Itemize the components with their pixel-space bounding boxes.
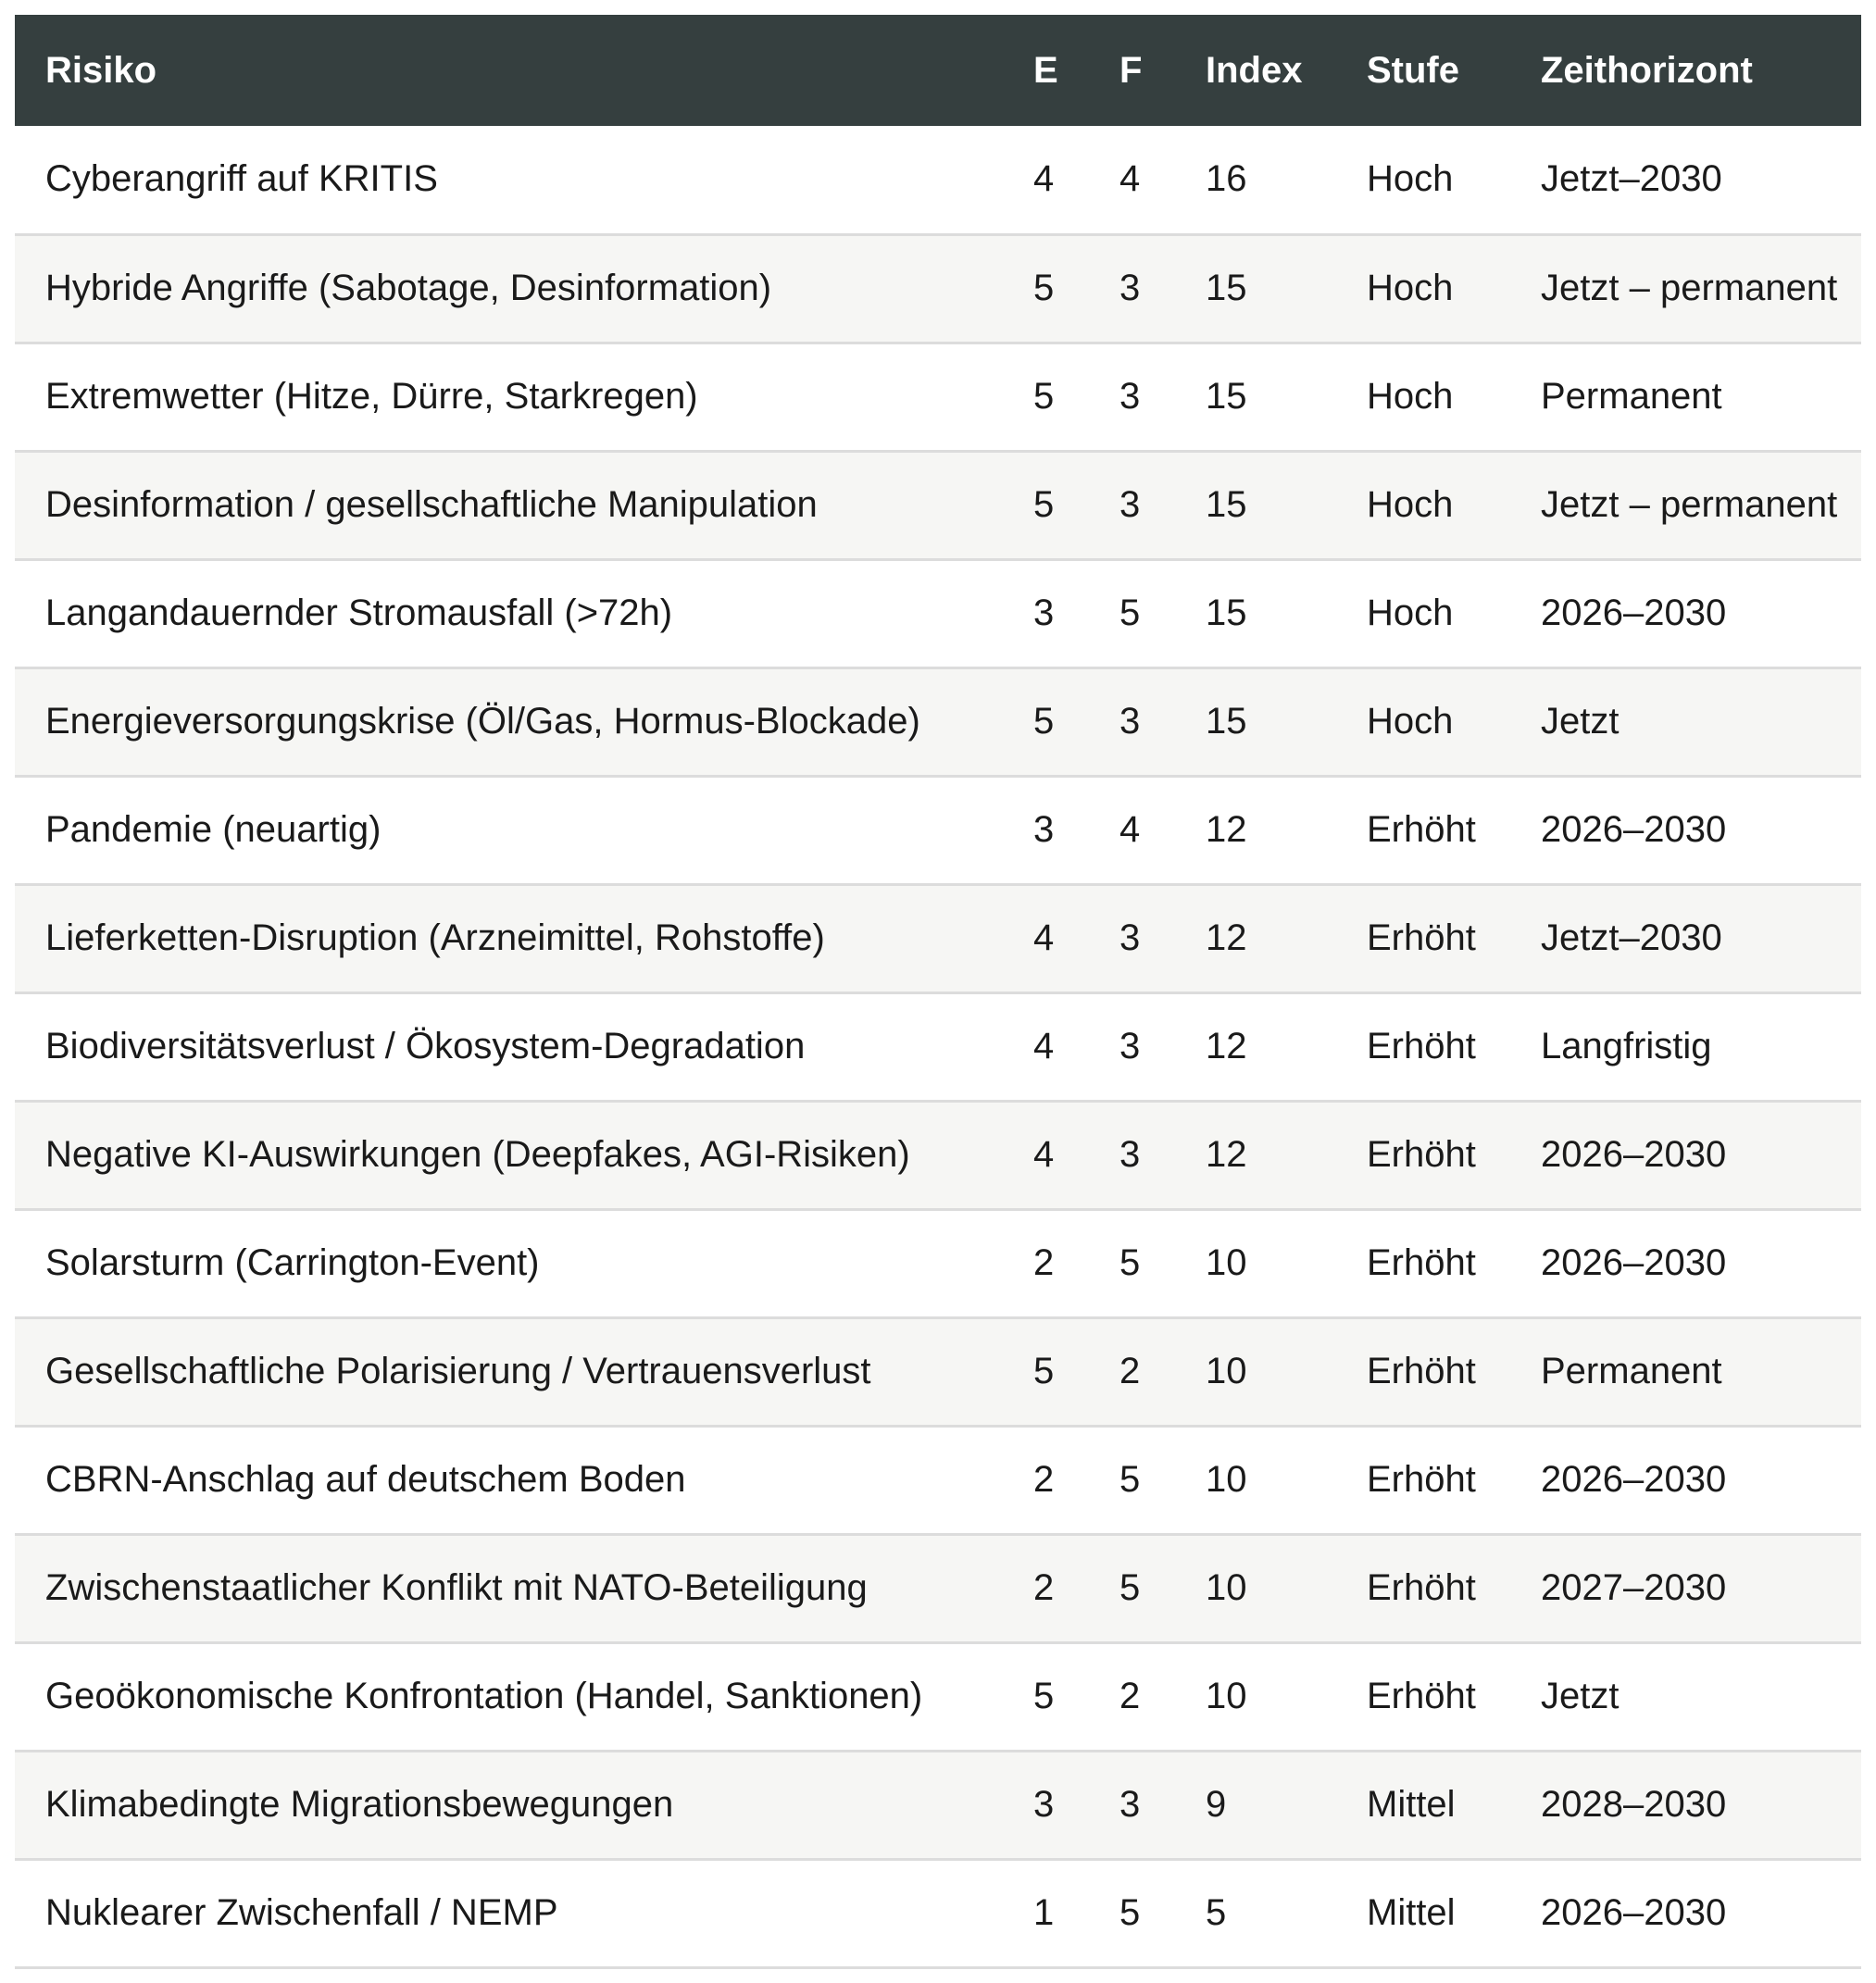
cell-index: 10 bbox=[1175, 1426, 1336, 1534]
table-header bbox=[15, 15, 1861, 126]
cell-index: 15 bbox=[1175, 234, 1336, 343]
cell-level: Hoch bbox=[1336, 343, 1510, 451]
cell-f: 5 bbox=[1089, 559, 1175, 667]
cell-risk: Cyberangriff auf KRITIS bbox=[15, 126, 1003, 234]
cell-index: 15 bbox=[1175, 667, 1336, 776]
cell-f: 3 bbox=[1089, 992, 1175, 1101]
cell-e: 4 bbox=[1003, 992, 1089, 1101]
cell-index: 12 bbox=[1175, 1101, 1336, 1209]
cell-index: 12 bbox=[1175, 776, 1336, 884]
column-header-e: E bbox=[1003, 15, 1089, 126]
cell-horizon: Jetzt bbox=[1510, 1642, 1861, 1751]
cell-risk: Solarsturm (Carrington-Event) bbox=[15, 1209, 1003, 1317]
cell-e: 1 bbox=[1003, 1859, 1089, 1967]
table-row bbox=[15, 1426, 1861, 1534]
cell-index: 10 bbox=[1175, 1209, 1336, 1317]
cell-horizon: Jetzt–2030 bbox=[1510, 126, 1861, 234]
cell-f: 3 bbox=[1089, 1101, 1175, 1209]
cell-horizon: 2028–2030 bbox=[1510, 1751, 1861, 1859]
cell-risk: Pandemie (neuartig) bbox=[15, 776, 1003, 884]
cell-horizon: 2026–2030 bbox=[1510, 1101, 1861, 1209]
cell-e: 3 bbox=[1003, 1751, 1089, 1859]
cell-index: 16 bbox=[1175, 126, 1336, 234]
cell-horizon: 2026–2030 bbox=[1510, 776, 1861, 884]
cell-horizon: Jetzt–2030 bbox=[1510, 884, 1861, 992]
cell-risk: Klimabedingte Migrationsbewegungen bbox=[15, 1751, 1003, 1859]
cell-risk: Extremwetter (Hitze, Dürre, Starkregen) bbox=[15, 343, 1003, 451]
cell-level: Erhöht bbox=[1336, 1209, 1510, 1317]
table-row bbox=[15, 451, 1861, 559]
cell-f: 3 bbox=[1089, 667, 1175, 776]
cell-horizon: Permanent bbox=[1510, 1317, 1861, 1426]
cell-risk: Negative KI-Auswirkungen (Deepfakes, AGI-Risiken) bbox=[15, 1101, 1003, 1209]
cell-level: Erhöht bbox=[1336, 1534, 1510, 1642]
cell-risk: CBRN-Anschlag auf deutschem Boden bbox=[15, 1426, 1003, 1534]
cell-e: 5 bbox=[1003, 451, 1089, 559]
cell-horizon: Langfristig bbox=[1510, 992, 1861, 1101]
cell-f: 3 bbox=[1089, 343, 1175, 451]
table-body bbox=[15, 126, 1861, 1967]
cell-level: Hoch bbox=[1336, 126, 1510, 234]
cell-level: Erhöht bbox=[1336, 1642, 1510, 1751]
cell-e: 5 bbox=[1003, 667, 1089, 776]
cell-horizon: 2027–2030 bbox=[1510, 1534, 1861, 1642]
cell-e: 2 bbox=[1003, 1426, 1089, 1534]
cell-e: 5 bbox=[1003, 1642, 1089, 1751]
table-row bbox=[15, 126, 1861, 234]
table-row bbox=[15, 559, 1861, 667]
cell-f: 5 bbox=[1089, 1859, 1175, 1967]
cell-risk: Geoökonomische Konfrontation (Handel, Sanktionen) bbox=[15, 1642, 1003, 1751]
cell-index: 9 bbox=[1175, 1751, 1336, 1859]
cell-f: 3 bbox=[1089, 884, 1175, 992]
cell-f: 2 bbox=[1089, 1642, 1175, 1751]
cell-f: 5 bbox=[1089, 1209, 1175, 1317]
cell-index: 12 bbox=[1175, 884, 1336, 992]
cell-level: Erhöht bbox=[1336, 992, 1510, 1101]
cell-risk: Gesellschaftliche Polarisierung / Vertrauensverlust bbox=[15, 1317, 1003, 1426]
cell-level: Erhöht bbox=[1336, 1317, 1510, 1426]
cell-e: 4 bbox=[1003, 126, 1089, 234]
table-row bbox=[15, 884, 1861, 992]
table-row bbox=[15, 1859, 1861, 1967]
cell-f: 3 bbox=[1089, 451, 1175, 559]
cell-e: 5 bbox=[1003, 1317, 1089, 1426]
cell-e: 5 bbox=[1003, 343, 1089, 451]
header-row bbox=[15, 15, 1861, 126]
cell-index: 15 bbox=[1175, 451, 1336, 559]
cell-horizon: 2026–2030 bbox=[1510, 559, 1861, 667]
cell-horizon: Jetzt bbox=[1510, 667, 1861, 776]
cell-horizon: 2026–2030 bbox=[1510, 1426, 1861, 1534]
table-row bbox=[15, 234, 1861, 343]
cell-level: Erhöht bbox=[1336, 776, 1510, 884]
cell-level: Hoch bbox=[1336, 559, 1510, 667]
cell-level: Mittel bbox=[1336, 1751, 1510, 1859]
cell-index: 15 bbox=[1175, 559, 1336, 667]
cell-f: 5 bbox=[1089, 1426, 1175, 1534]
cell-e: 4 bbox=[1003, 884, 1089, 992]
column-header-risk: Risiko bbox=[15, 15, 1003, 126]
cell-level: Erhöht bbox=[1336, 1101, 1510, 1209]
column-header-f: F bbox=[1089, 15, 1175, 126]
cell-horizon: Jetzt – permanent bbox=[1510, 451, 1861, 559]
cell-horizon: Jetzt – permanent bbox=[1510, 234, 1861, 343]
table-row bbox=[15, 776, 1861, 884]
table-row bbox=[15, 667, 1861, 776]
risk-table-container bbox=[15, 15, 1861, 1969]
cell-index: 10 bbox=[1175, 1534, 1336, 1642]
column-header-index: Index bbox=[1175, 15, 1336, 126]
cell-index: 10 bbox=[1175, 1317, 1336, 1426]
cell-risk: Biodiversitätsverlust / Ökosystem-Degradation bbox=[15, 992, 1003, 1101]
cell-e: 3 bbox=[1003, 559, 1089, 667]
cell-e: 3 bbox=[1003, 776, 1089, 884]
table-row bbox=[15, 343, 1861, 451]
cell-horizon: 2026–2030 bbox=[1510, 1209, 1861, 1317]
cell-e: 2 bbox=[1003, 1534, 1089, 1642]
cell-index: 5 bbox=[1175, 1859, 1336, 1967]
table-row bbox=[15, 1642, 1861, 1751]
cell-horizon: 2026–2030 bbox=[1510, 1859, 1861, 1967]
cell-f: 4 bbox=[1089, 126, 1175, 234]
table-row bbox=[15, 1101, 1861, 1209]
cell-f: 3 bbox=[1089, 1751, 1175, 1859]
cell-risk: Lieferketten-Disruption (Arzneimittel, Rohstoffe) bbox=[15, 884, 1003, 992]
cell-level: Erhöht bbox=[1336, 1426, 1510, 1534]
cell-risk: Desinformation / gesellschaftliche Manipulation bbox=[15, 451, 1003, 559]
cell-level: Erhöht bbox=[1336, 884, 1510, 992]
cell-risk: Energieversorgungskrise (Öl/Gas, Hormus-Blockade) bbox=[15, 667, 1003, 776]
cell-index: 12 bbox=[1175, 992, 1336, 1101]
cell-e: 4 bbox=[1003, 1101, 1089, 1209]
cell-f: 3 bbox=[1089, 234, 1175, 343]
cell-f: 5 bbox=[1089, 1534, 1175, 1642]
table-row bbox=[15, 1209, 1861, 1317]
table-row bbox=[15, 1751, 1861, 1859]
cell-level: Hoch bbox=[1336, 667, 1510, 776]
risk-table bbox=[15, 15, 1861, 1969]
cell-index: 15 bbox=[1175, 343, 1336, 451]
column-header-level: Stufe bbox=[1336, 15, 1510, 126]
column-header-horizon: Zeithorizont bbox=[1510, 15, 1861, 126]
cell-risk: Langandauernder Stromausfall (>72h) bbox=[15, 559, 1003, 667]
table-row bbox=[15, 1317, 1861, 1426]
cell-level: Hoch bbox=[1336, 234, 1510, 343]
cell-risk: Zwischenstaatlicher Konflikt mit NATO-Beteiligung bbox=[15, 1534, 1003, 1642]
table-row bbox=[15, 1534, 1861, 1642]
cell-level: Mittel bbox=[1336, 1859, 1510, 1967]
cell-f: 4 bbox=[1089, 776, 1175, 884]
cell-level: Hoch bbox=[1336, 451, 1510, 559]
table-row bbox=[15, 992, 1861, 1101]
cell-e: 5 bbox=[1003, 234, 1089, 343]
cell-f: 2 bbox=[1089, 1317, 1175, 1426]
cell-horizon: Permanent bbox=[1510, 343, 1861, 451]
cell-e: 2 bbox=[1003, 1209, 1089, 1317]
cell-index: 10 bbox=[1175, 1642, 1336, 1751]
cell-risk: Nuklearer Zwischenfall / NEMP bbox=[15, 1859, 1003, 1967]
cell-risk: Hybride Angriffe (Sabotage, Desinformation) bbox=[15, 234, 1003, 343]
